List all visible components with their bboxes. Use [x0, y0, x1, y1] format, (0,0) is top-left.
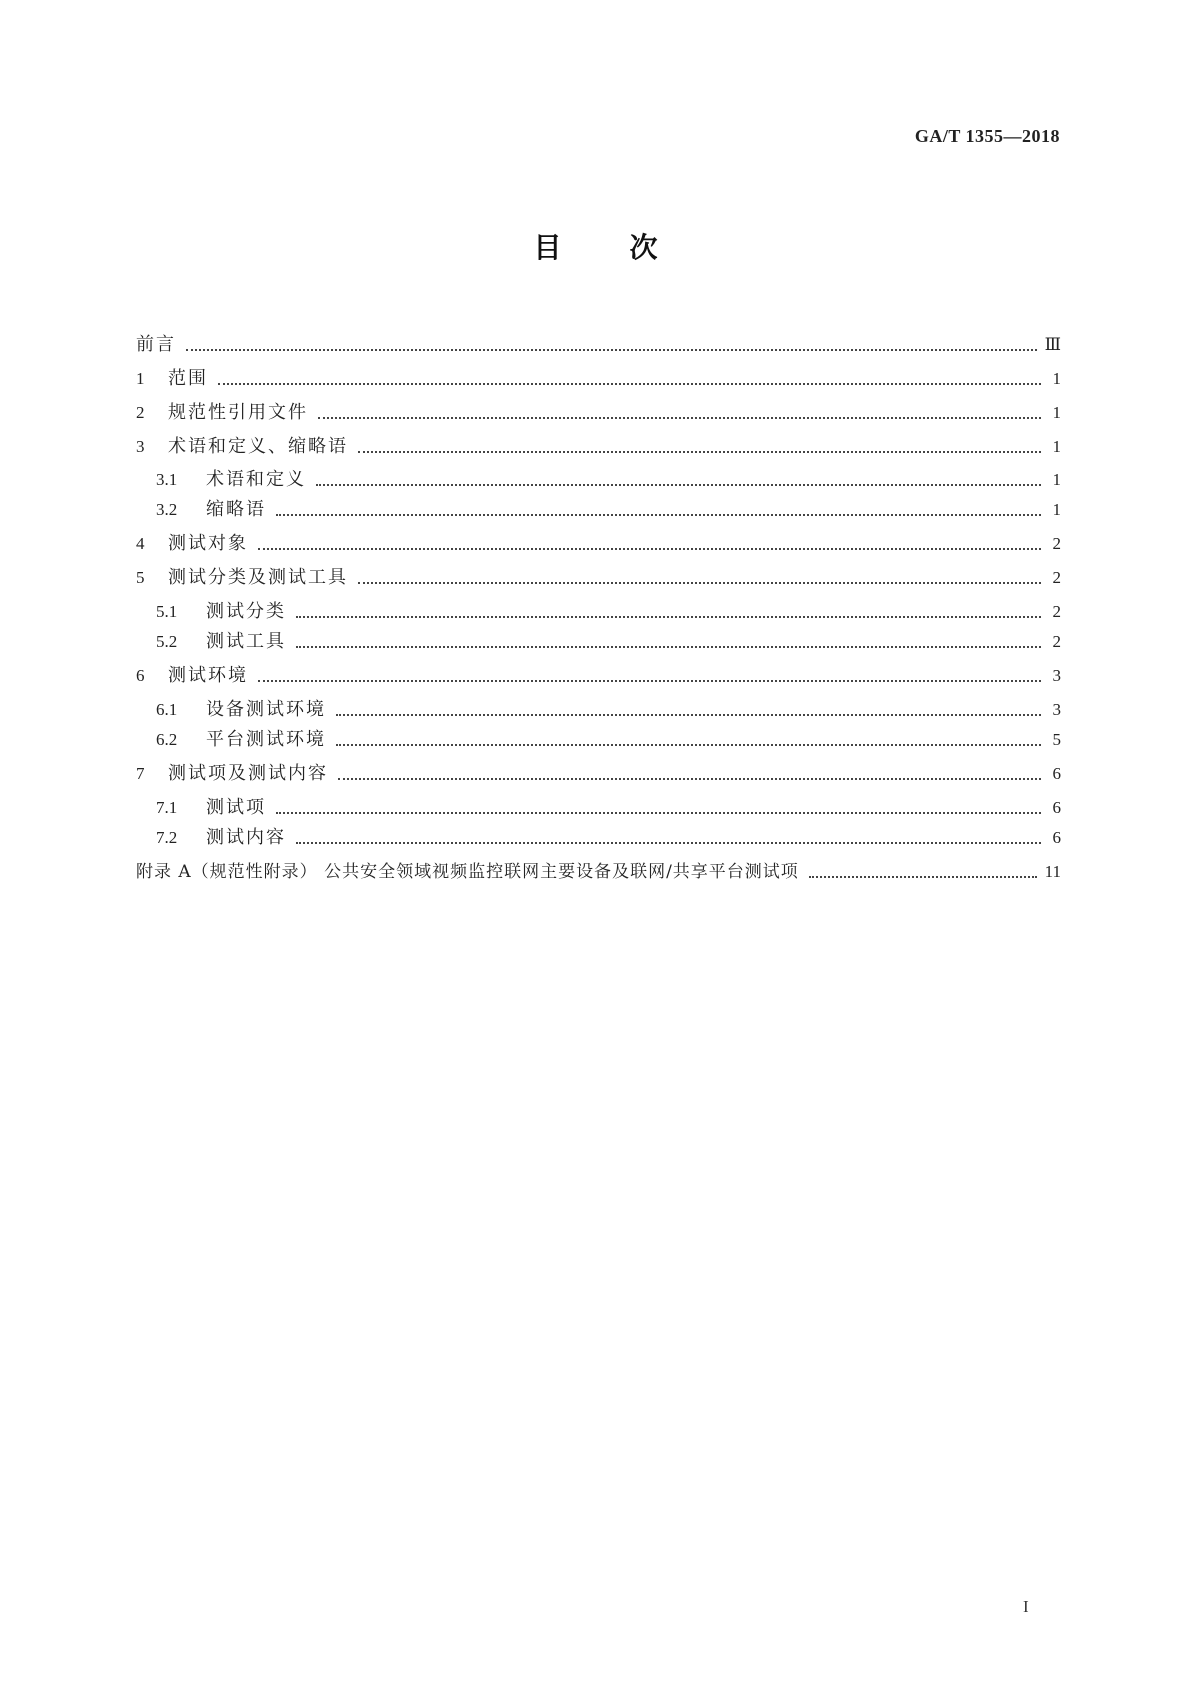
- toc-leader-dots: [358, 582, 1041, 584]
- toc-label: 测试环境: [168, 665, 248, 686]
- toc-page-number: 11: [1044, 862, 1061, 881]
- toc-label: 术语和定义、缩略语: [168, 436, 348, 457]
- toc-leader-dots: [258, 680, 1041, 682]
- toc-leader-dots: [336, 744, 1041, 746]
- toc-entry-5-2[interactable]: [156, 630, 1061, 654]
- toc-page-number: 1: [1052, 470, 1061, 489]
- toc-entry-foreword[interactable]: [136, 333, 1061, 357]
- toc-leader-dots: [276, 812, 1041, 814]
- toc-label: 测试内容: [206, 827, 286, 848]
- toc-label: 测试分类及测试工具: [168, 567, 348, 588]
- toc-leader-dots: [186, 349, 1037, 351]
- toc-page-number: 2: [1052, 534, 1061, 553]
- toc-number: 3: [136, 437, 145, 456]
- toc-page-number: 2: [1052, 568, 1061, 587]
- toc-entry-6-1[interactable]: [156, 698, 1061, 722]
- toc-page-number: 2: [1052, 632, 1061, 651]
- toc-label: 测试对象: [168, 533, 248, 554]
- toc-page-number: 6: [1052, 764, 1061, 783]
- toc-label: 附录 A（规范性附录） 公共安全领域视频监控联网主要设备及联网/共享平台测试项: [136, 862, 799, 882]
- toc-page-number: 2: [1052, 602, 1061, 621]
- toc-label: 缩略语: [206, 499, 266, 520]
- toc-number: 5.1: [156, 602, 178, 621]
- toc-page-number: 1: [1052, 500, 1061, 519]
- toc-leader-dots: [296, 616, 1041, 618]
- toc-entry-6[interactable]: [136, 664, 1061, 688]
- toc-leader-dots: [276, 514, 1041, 516]
- toc-number: 3.2: [156, 500, 178, 519]
- toc-entry-5-1[interactable]: [156, 600, 1061, 624]
- toc-number: 5.2: [156, 632, 178, 651]
- toc-entry-5[interactable]: [136, 566, 1061, 590]
- toc-page-number: 5: [1052, 730, 1061, 749]
- toc-number: 6.2: [156, 730, 178, 749]
- toc-page-number: 1: [1052, 403, 1061, 422]
- toc-number: 5: [136, 568, 145, 587]
- toc-page-number: 1: [1052, 437, 1061, 456]
- toc-page-number: 3: [1052, 666, 1061, 685]
- standard-code: GA/T 1355—2018: [914, 126, 1060, 146]
- toc-entry-appendix-a[interactable]: [136, 860, 1061, 884]
- title-char-2: 次: [629, 231, 658, 264]
- toc-number: 6: [136, 666, 145, 685]
- toc-page-number: 6: [1052, 828, 1061, 847]
- toc-label: 范围: [168, 368, 208, 389]
- toc-label: 前言: [136, 334, 176, 355]
- toc-entry-3[interactable]: [136, 435, 1061, 459]
- toc-entry-1[interactable]: [136, 367, 1061, 391]
- toc-leader-dots: [296, 842, 1041, 844]
- toc-number: 2: [136, 403, 145, 422]
- toc-label: 测试项及测试内容: [168, 763, 328, 784]
- toc-label: 测试分类: [206, 601, 286, 622]
- toc-page-number: 3: [1052, 700, 1061, 719]
- toc-leader-dots: [316, 484, 1041, 486]
- toc-leader-dots: [338, 778, 1041, 780]
- toc-page-number: 6: [1052, 798, 1061, 817]
- toc-entry-3-2[interactable]: [156, 498, 1061, 522]
- toc-leader-dots: [258, 548, 1041, 550]
- toc-number: 7.2: [156, 828, 178, 847]
- toc-number: 1: [136, 369, 145, 388]
- toc-label: 规范性引用文件: [168, 402, 308, 423]
- toc-leader-dots: [809, 876, 1037, 878]
- toc-entry-7-1[interactable]: [156, 796, 1061, 820]
- title-char-1: 目: [533, 231, 562, 264]
- toc-label: 平台测试环境: [206, 729, 326, 750]
- toc-leader-dots: [296, 646, 1041, 648]
- toc-label: 测试工具: [206, 631, 286, 652]
- toc-entry-6-2[interactable]: [156, 728, 1061, 752]
- toc-leader-dots: [318, 417, 1041, 419]
- toc-label: 设备测试环境: [206, 699, 326, 720]
- page-number: I: [1023, 1597, 1029, 1616]
- toc-number: 3.1: [156, 470, 178, 489]
- toc-number: 6.1: [156, 700, 178, 719]
- toc-number: 4: [136, 534, 145, 553]
- toc-leader-dots: [218, 383, 1041, 385]
- page-title: [0, 226, 1191, 266]
- toc-label: 术语和定义: [206, 469, 306, 490]
- toc-entry-7-2[interactable]: [156, 826, 1061, 850]
- toc-entry-3-1[interactable]: [156, 468, 1061, 492]
- toc-entry-2[interactable]: [136, 401, 1061, 425]
- toc-number: 7: [136, 764, 145, 783]
- toc-leader-dots: [336, 714, 1041, 716]
- toc-entry-4[interactable]: [136, 532, 1061, 556]
- toc-page-number: 1: [1052, 369, 1061, 388]
- toc-number: 7.1: [156, 798, 178, 817]
- toc-label: 测试项: [206, 797, 266, 818]
- toc-leader-dots: [358, 451, 1041, 453]
- toc-page-number: Ⅲ: [1044, 335, 1061, 354]
- toc-entry-7[interactable]: [136, 762, 1061, 786]
